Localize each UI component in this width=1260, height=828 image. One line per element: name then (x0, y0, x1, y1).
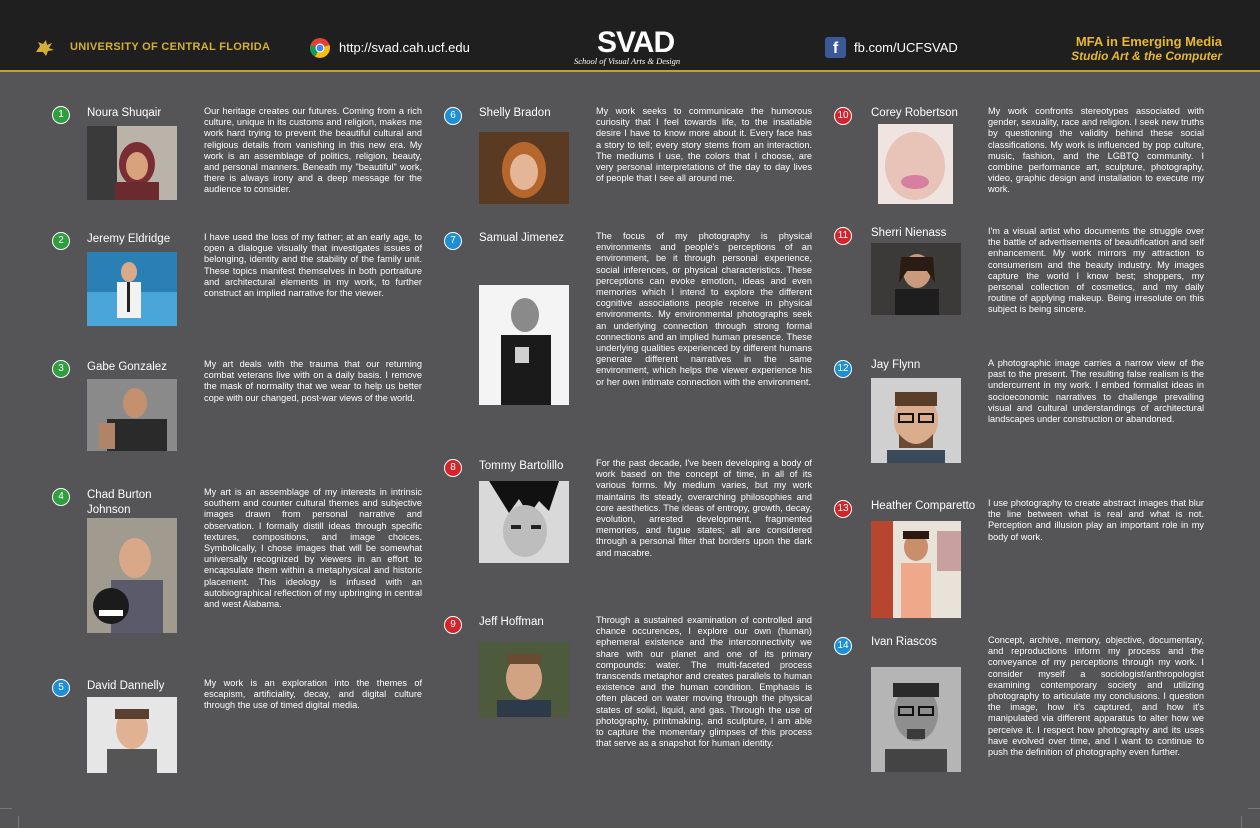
artist-statement: My art deals with the trauma that our returning combat veterans live with on a daily basis. I remove the mask of normality that we wear to help us better cope with our changed, post-war views of the world. (204, 359, 422, 403)
artist-number-badge: 12 (834, 360, 852, 378)
artist-name: Gabe Gonzalez (87, 361, 167, 373)
program-title: MFA in Emerging Media (1075, 34, 1222, 49)
artist-name: David Dannelly (87, 680, 165, 692)
artist-number-badge: 6 (444, 107, 462, 125)
crop-mark (18, 816, 19, 828)
facebook-icon: f (825, 37, 846, 58)
artist-photo (871, 667, 961, 772)
crop-mark (0, 808, 12, 809)
artist-number-badge: 4 (52, 488, 70, 506)
artist-statement: I'm a visual artist who documents the struggle over the battle of advertisements of beautification and self enhancement. My work mirrors my attraction to consumerism and the beauty industry. My images capture the world I know best; shoppers, my personal collection of cosmetics, and my daily routine of applying makeup. Being irresolute on this subject is being sincere. (988, 226, 1204, 315)
artist-name: Tommy Bartolillo (479, 460, 564, 472)
artist-photo (871, 521, 961, 618)
artist-name: Sherri Nienass (871, 227, 947, 239)
website-link[interactable]: http://svad.cah.ucf.edu (339, 40, 470, 55)
artist-number-badge: 9 (444, 616, 462, 634)
artist-name: Shelly Bradon (479, 107, 551, 119)
artist-statement: I use photography to create abstract images that blur the line between what is real and what is not. Perception and illusion play an important role in my body of work. (988, 498, 1204, 542)
artist-statement: My art is an assemblage of my interests in intrinsic southern and counter cultural themes and subjective images drawn from personal narrative and observation. I formally distill ideas through specific textures, compositions, and image choices. Symbolically, I chose images that will be somewhat universally recognized by viewers in an effort to encapsulate them within a metaphysical and historic placement. This ideology is infused with an autobiographical reflection of my upbringing in central and west Alabama. (204, 487, 422, 610)
artist-statement: Through a sustained examination of controlled and chance occurences, I explore our own (human) ephemeral existence and the interconnectivity we share with our planet and one of its primary compounds: water. The multi-faceted process transcends metaphor and creates parallels to human existence and the human condition. Emphasis is often placed on water moving through the physical states of solid, liquid, and gas. Through the use of photography, printmaking, and sculpture, I am able to capture the momentary glimpses of this process that serve as a snapshot for human identity. (596, 615, 812, 749)
artist-name: Chad Burton Johnson (87, 489, 152, 516)
svad-logo-title: SVAD (597, 26, 675, 59)
artist-statement: I have used the loss of my father; at an early age, to open a dialogue visually that investigates issues of belonging, identity and the stability of the family unit. These topics manifest themselves in both portraiture and architectural elements in my work, to further construct an implied narrative for the viewer. (204, 232, 422, 299)
artist-number-badge: 11 (834, 227, 852, 245)
artist-name: Samual Jimenez (479, 232, 565, 244)
artist-statement: Our heritage creates our futures. Coming from a rich culture, unique in its customs and religion, makes me work hard trying to prevent the beautiful cultural and religious details from vanishing in this new era. My work is an assemblage of politics, religion, beauty, and personal manners. Beneath my "beautiful" work, there is always irony and a deep message for the audience to consider. (204, 106, 422, 195)
chrome-icon (309, 37, 331, 59)
artist-number-badge: 13 (834, 500, 852, 518)
facebook-link[interactable]: fb.com/UCFSVAD (854, 40, 958, 55)
svad-logo-subtitle: School of Visual Arts & Design (574, 56, 681, 66)
artist-photo (871, 378, 961, 463)
artist-photo (871, 243, 961, 315)
artist-statement: A photographic image carries a narrow view of the past to the present. The resulting false realism is the undercurrent in my work. I embed formalist ideas in socioeconomic narratives to challenge prevailing visual and cultural understandings of architectural landscapes under construction or abandoned. (988, 358, 1204, 425)
artist-name: Jeremy Eldridge (87, 233, 171, 245)
university-name[interactable]: UNIVERSITY OF CENTRAL FLORIDA (70, 41, 271, 53)
artist-photo (479, 132, 569, 204)
artist-statement: Concept, archive, memory, objective, documentary, and reproductions inform my process and the conveyance of my perceptions through my work. I consider myself a sociologist/anthropologist examining contemporary society and utilizing photography to articulate my conclusions. I question the image, how it's captured, and how it's manipulated via different apparatus to alter how we perceive it. I respect how photography and its uses have evolved over time, and I want to continue to push the definition of photography even further. (988, 635, 1204, 758)
artist-photo (479, 642, 569, 717)
artist-statement: My work is an exploration into the themes of escapism, artificiality, decay, and digital culture through the use of timed digital media. (204, 678, 422, 711)
artist-number-badge: 8 (444, 459, 462, 477)
artist-photo (87, 379, 177, 451)
artist-name: Heather Comparetto (871, 500, 976, 512)
artist-number-badge: 10 (834, 107, 852, 125)
artist-photo (87, 697, 177, 773)
artist-name: Jay Flynn (871, 359, 921, 371)
crop-mark (1248, 808, 1260, 809)
artist-number-badge: 2 (52, 232, 70, 250)
artist-statement: My work confronts stereotypes associated with gender, sexuality, race and religion. I seek new truths by questioning the validity behind these social classifications. My work is influenced by pop culture, music, fashion, and the LGBTQ community. I combine performance art, sculpture, photography, video, graphic design and installation to execute my work. (988, 106, 1204, 195)
artist-statement: My work seeks to communicate the humorous curiosity that I feel towards life, to the insatiable desire I have to know more about it. Every face has a story to tell; every story stems from an interaction. The mediums I use, the colors that I choose, are very personal interpretations of the day to day lives of people that I see all around me. (596, 106, 812, 184)
artist-number-badge: 5 (52, 679, 70, 697)
artist-photo (479, 481, 569, 563)
pegasus-icon (34, 38, 56, 58)
artist-name: Noura Shuqair (87, 107, 162, 119)
artist-photo (479, 285, 569, 405)
artist-statement: The focus of my photography is physical environments and people's perceptions of an environment, be it through personal experience, social inferences, or physical characteristics. These perceptions can evoke emotion, ideas and even memories which I intend to explore the different cognitive associations people receive in physical environments. My environmental photographs seek an underlying connection through strong formal connections and an implied human presence. These underlying qualities experienced by different humans generate different narratives in the same environment, which helps the viewer experience his or her own intimate connection with the environment. (596, 231, 812, 387)
artist-name: Ivan Riascos (871, 636, 937, 648)
artist-number-badge: 1 (52, 106, 70, 124)
header-bar (0, 0, 1260, 72)
artist-photo (87, 126, 177, 200)
artist-photo (87, 518, 177, 633)
artist-photo (87, 252, 177, 326)
artist-statement: For the past decade, I've been developing a body of work based on the concept of time, in all of its various forms. My medium varies, but my work maintains its steady, overarching philosophies and core aesthetics. The ideas of entropy, growth, decay, evolution, arrested development, fragmented memories, and fugue states; all are considered through a personal filter that borders upon the dark and macabre. (596, 458, 812, 558)
program-subtitle: Studio Art & the Computer (1071, 49, 1222, 63)
artist-photo (878, 124, 953, 204)
artist-name: Jeff Hoffman (479, 616, 544, 628)
crop-mark (1241, 816, 1242, 828)
artist-number-badge: 3 (52, 360, 70, 378)
artist-number-badge: 7 (444, 232, 462, 250)
artist-number-badge: 14 (834, 637, 852, 655)
artist-name: Corey Robertson (871, 107, 958, 119)
